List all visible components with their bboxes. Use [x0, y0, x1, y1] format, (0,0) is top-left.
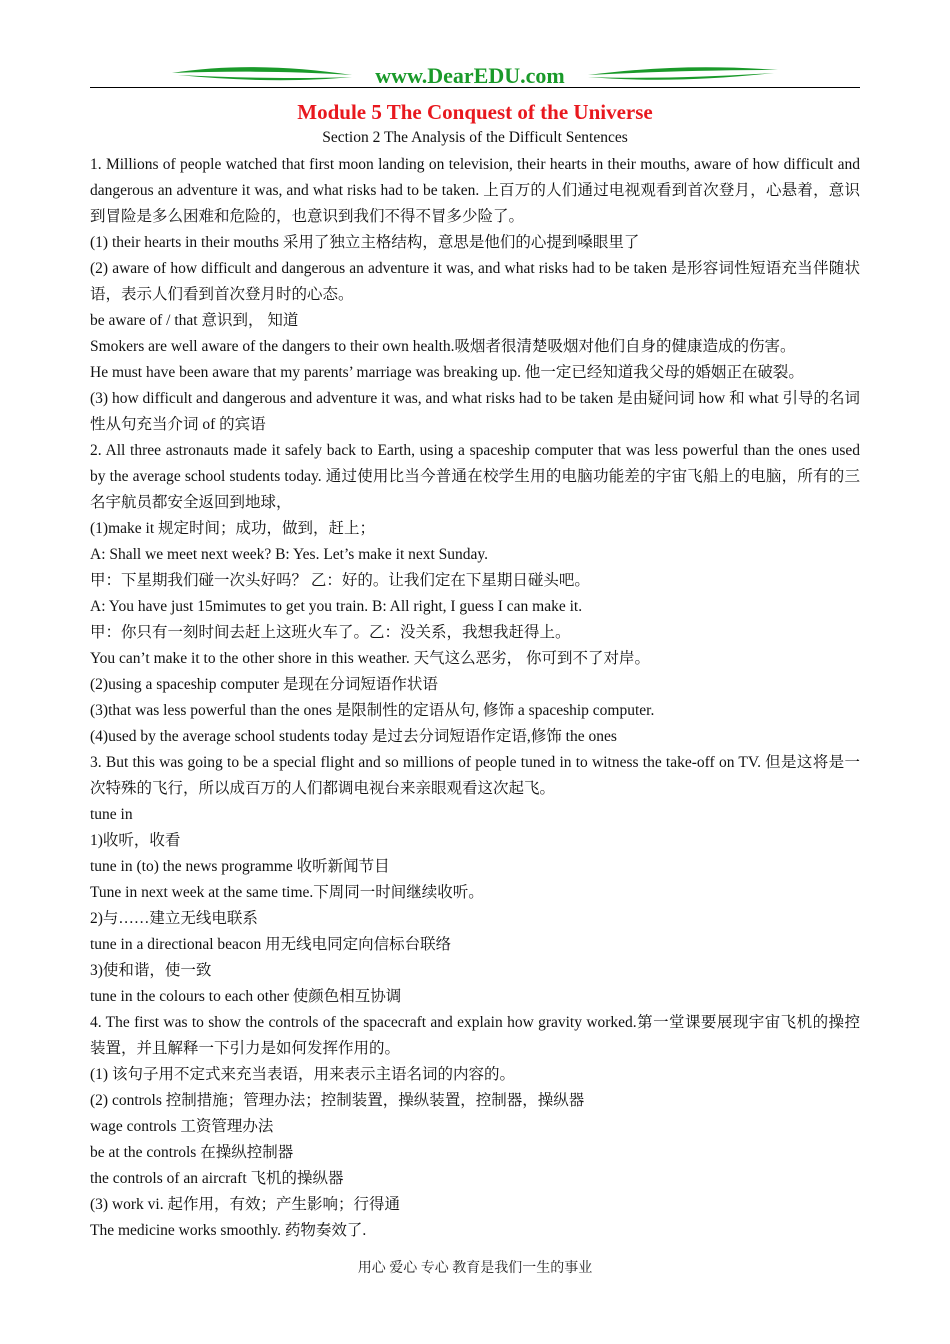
paragraph: A: Shall we meet next week? B: Yes. Let’s make it next Sunday.	[90, 546, 489, 563]
header-divider	[90, 87, 860, 88]
page-title: Module 5 The Conquest of the Universe	[297, 100, 653, 124]
paragraph: (2) aware of how difficult and dangerous an adventure it was, and what risks had to be taken 是形容词性短语充当伴随状语，表示人们看到首次登月时的心态。	[90, 260, 860, 303]
paragraph: (3) how difficult and dangerous and adventure it was, and what risks had to be taken 是由疑问词 how 和 what 引导的名词性从句充当介词 of 的宾语	[90, 390, 860, 433]
paragraph: 1)收听，收看	[90, 832, 181, 849]
paragraph: 4. The first was to show the controls of the spacecraft and explain how gravity worked.第一堂课要展现宇宙飞机的操控装置，并且解释一下引力是如何发挥作用的。	[90, 1014, 860, 1057]
paragraph: The medicine works smoothly. 药物奏效了.	[90, 1222, 367, 1239]
page-footer: 用心 爱心 专心 教育是我们一生的事业	[357, 1261, 593, 1276]
paragraph: the controls of an aircraft 飞机的操纵器	[90, 1170, 344, 1187]
paragraph: 2)与……建立无线电联系	[90, 910, 258, 927]
paragraph: tune in (to) the news programme 收听新闻节目	[90, 858, 390, 875]
paragraph: 3)使和谐，使一致	[90, 962, 212, 979]
paragraph: tune in a directional beacon 用无线电同定向信标台联络	[90, 936, 452, 953]
paragraph: A: You have just 15mimutes to get you train. B: All right, I guess I can make it.	[90, 598, 583, 615]
paragraph: 2. All three astronauts made it safely back to Earth, using a spaceship computer that was less powerful than the ones used by the average school students today. 通过使用比当今普通在校学生用的电脑功能差的宇宙飞船上的电脑，所有的三名宇航员都安全返回到地球，	[90, 442, 860, 511]
paragraph: 甲：你只有一刻时间去赶上这班火车了。乙：没关系，我想我赶得上。	[90, 624, 571, 641]
swoosh-logo-icon	[90, 58, 860, 90]
paragraph-list	[90, 152, 860, 1244]
section-subtitle: Section 2 The Analysis of the Difficult Sentences	[322, 129, 628, 146]
paragraph: tune in	[90, 806, 133, 823]
paragraph: wage controls 工资管理办法	[90, 1118, 274, 1135]
paragraph: 甲：下星期我们碰一次头好吗？ 乙：好的。让我们定在下星期日碰头吧。	[90, 572, 590, 589]
paragraph: be aware of / that 意识到， 知道	[90, 312, 299, 329]
paragraph: be at the controls 在操纵控制器	[90, 1144, 294, 1161]
paragraph: tune in the colours to each other 使颜色相互协调	[90, 988, 402, 1005]
paragraph: (2) controls 控制措施；管理办法；控制装置，操纵装置，控制器，操纵器	[90, 1092, 585, 1109]
paragraph: 3. But this was going to be a special flight and so millions of people tuned in to witness the take-off on TV. 但是这将是一次特殊的飞行，所以成百万的人们都调电视台来亲眼观看这次起飞。	[90, 754, 860, 797]
header-logo-banner	[90, 58, 860, 90]
site-logo-text: www.DearEDU.com	[375, 63, 565, 88]
paragraph: (1) 该句子用不定式来充当表语，用来表示主语名词的内容的。	[90, 1066, 515, 1083]
document-body	[90, 99, 860, 1244]
paragraph: 1. Millions of people watched that first moon landing on television, their hearts in their mouths, aware of how difficult and dangerous an adventure it was, and what risks had to be taken. 上百万的人们通过电视观看到首次登月，心悬着，意识到冒险是多么困难和危险的，也意识到我们不得不冒多少险了。	[90, 156, 860, 225]
paragraph: (2)using a spaceship computer 是现在分词短语作状语	[90, 676, 438, 693]
paragraph: (3)that was less powerful than the ones 是限制性的定语从句, 修饰 a spaceship computer.	[90, 702, 655, 719]
paragraph: Tune in next week at the same time.下周同一时间继续收听。	[90, 884, 484, 901]
paragraph: (1) their hearts in their mouths 采用了独立主格结构，意思是他们的心提到嗓眼里了	[90, 234, 640, 251]
paragraph: Smokers are well aware of the dangers to their own health.吸烟者很清楚吸烟对他们自身的健康造成的伤害。	[90, 338, 796, 355]
paragraph: You can’t make it to the other shore in this weather. 天气这么恶劣， 你可到不了对岸。	[90, 650, 650, 667]
paragraph: (1)make it 规定时间；成功，做到，赶上；	[90, 520, 376, 537]
paragraph: (3) work vi. 起作用，有效；产生影响；行得通	[90, 1196, 400, 1213]
paragraph: (4)used by the average school students today 是过去分词短语作定语,修饰 the ones	[90, 728, 617, 745]
paragraph: He must have been aware that my parents’ marriage was breaking up. 他一定已经知道我父母的婚姻正在破裂。	[90, 364, 804, 381]
